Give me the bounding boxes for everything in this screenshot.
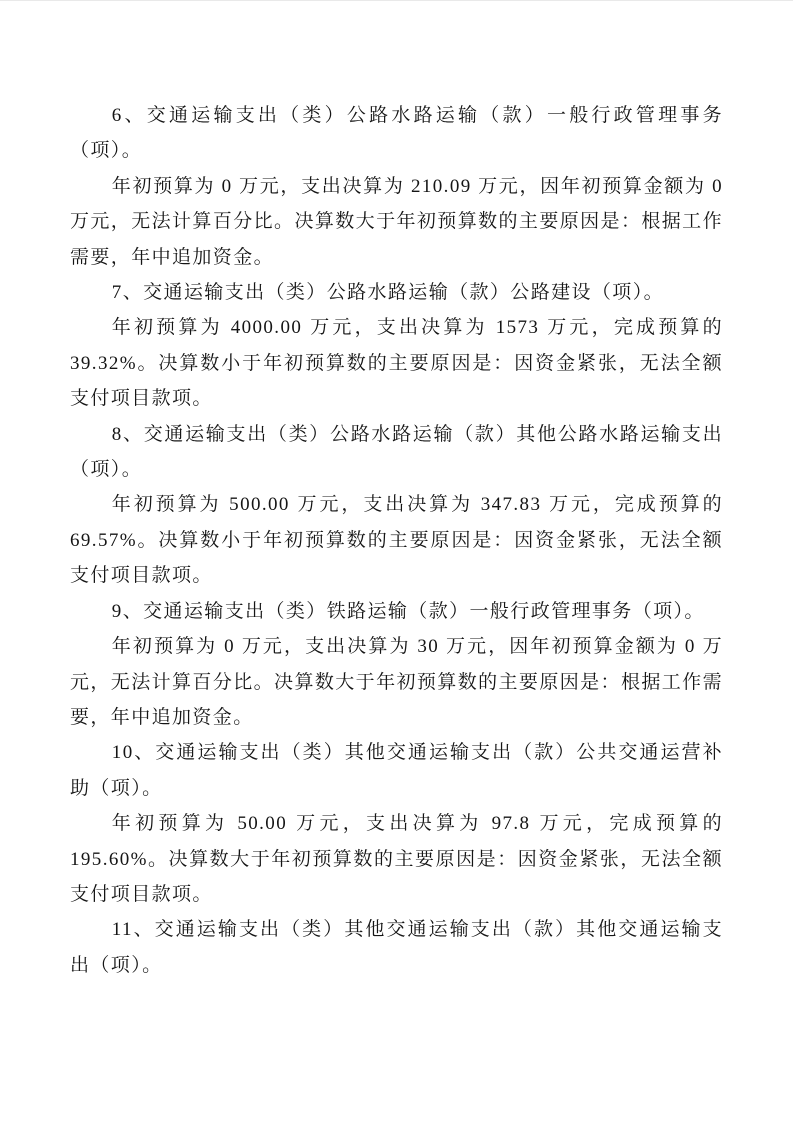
expense-item-8-detail: 年初预算为 500.00 万元，支出决算为 347.83 万元，完成预算的 69.57%。决算数小于年初预算数的主要原因是：因资金紧张，无法全额支付项目款项。 [70,494,723,587]
expense-item-7-title: 7、交通运输支出（类）公路水路运输（款）公路建设（项）。 [111,282,664,304]
expense-item-10-detail: 年初预算为 50.00 万元，支出决算为 97.8 万元，完成预算的 195.60%。决算数大于年初预算数的主要原因是：因资金紧张，无法全额支付项目款项。 [70,813,723,905]
expense-item-7-detail: 年初预算为 4000.00 万元，支出决算为 1573 万元，完成预算的 39.32%。决算数小于年初预算数的主要原因是：因资金紧张，无法全额支付项目款项。 [70,317,723,410]
expense-item-8-title: 8、交通运输支出（类）公路水路运输（款）其他公路水路运输支出（项）。 [70,423,723,481]
expense-item-9-detail: 年初预算为 0 万元，支出决算为 30 万元，因年初预算金额为 0 万元，无法计算百分比。决算数大于年初预算数的主要原因是：根据工作需要，年中追加资金。 [70,636,723,728]
document-body [70,98,723,983]
expense-item-11-title: 11、交通运输支出（类）其他交通运输支出（款）其他交通运输支出（项）。 [70,919,723,976]
expense-item-9-title: 9、交通运输支出（类）铁路运输（款）一般行政管理事务（项）。 [111,600,705,622]
expense-item-10-title: 10、交通运输支出（类）其他交通运输支出（款）公共交通运营补助（项）。 [70,742,723,799]
expense-item-6-detail: 年初预算为 0 万元，支出决算为 210.09 万元，因年初预算金额为 0 万元，无法计算百分比。决算数大于年初预算数的主要原因是：根据工作需要，年中追加资金。 [70,175,723,268]
expense-item-6-title: 6、交通运输支出（类）公路水路运输（款）一般行政管理事务（项）。 [70,105,723,162]
